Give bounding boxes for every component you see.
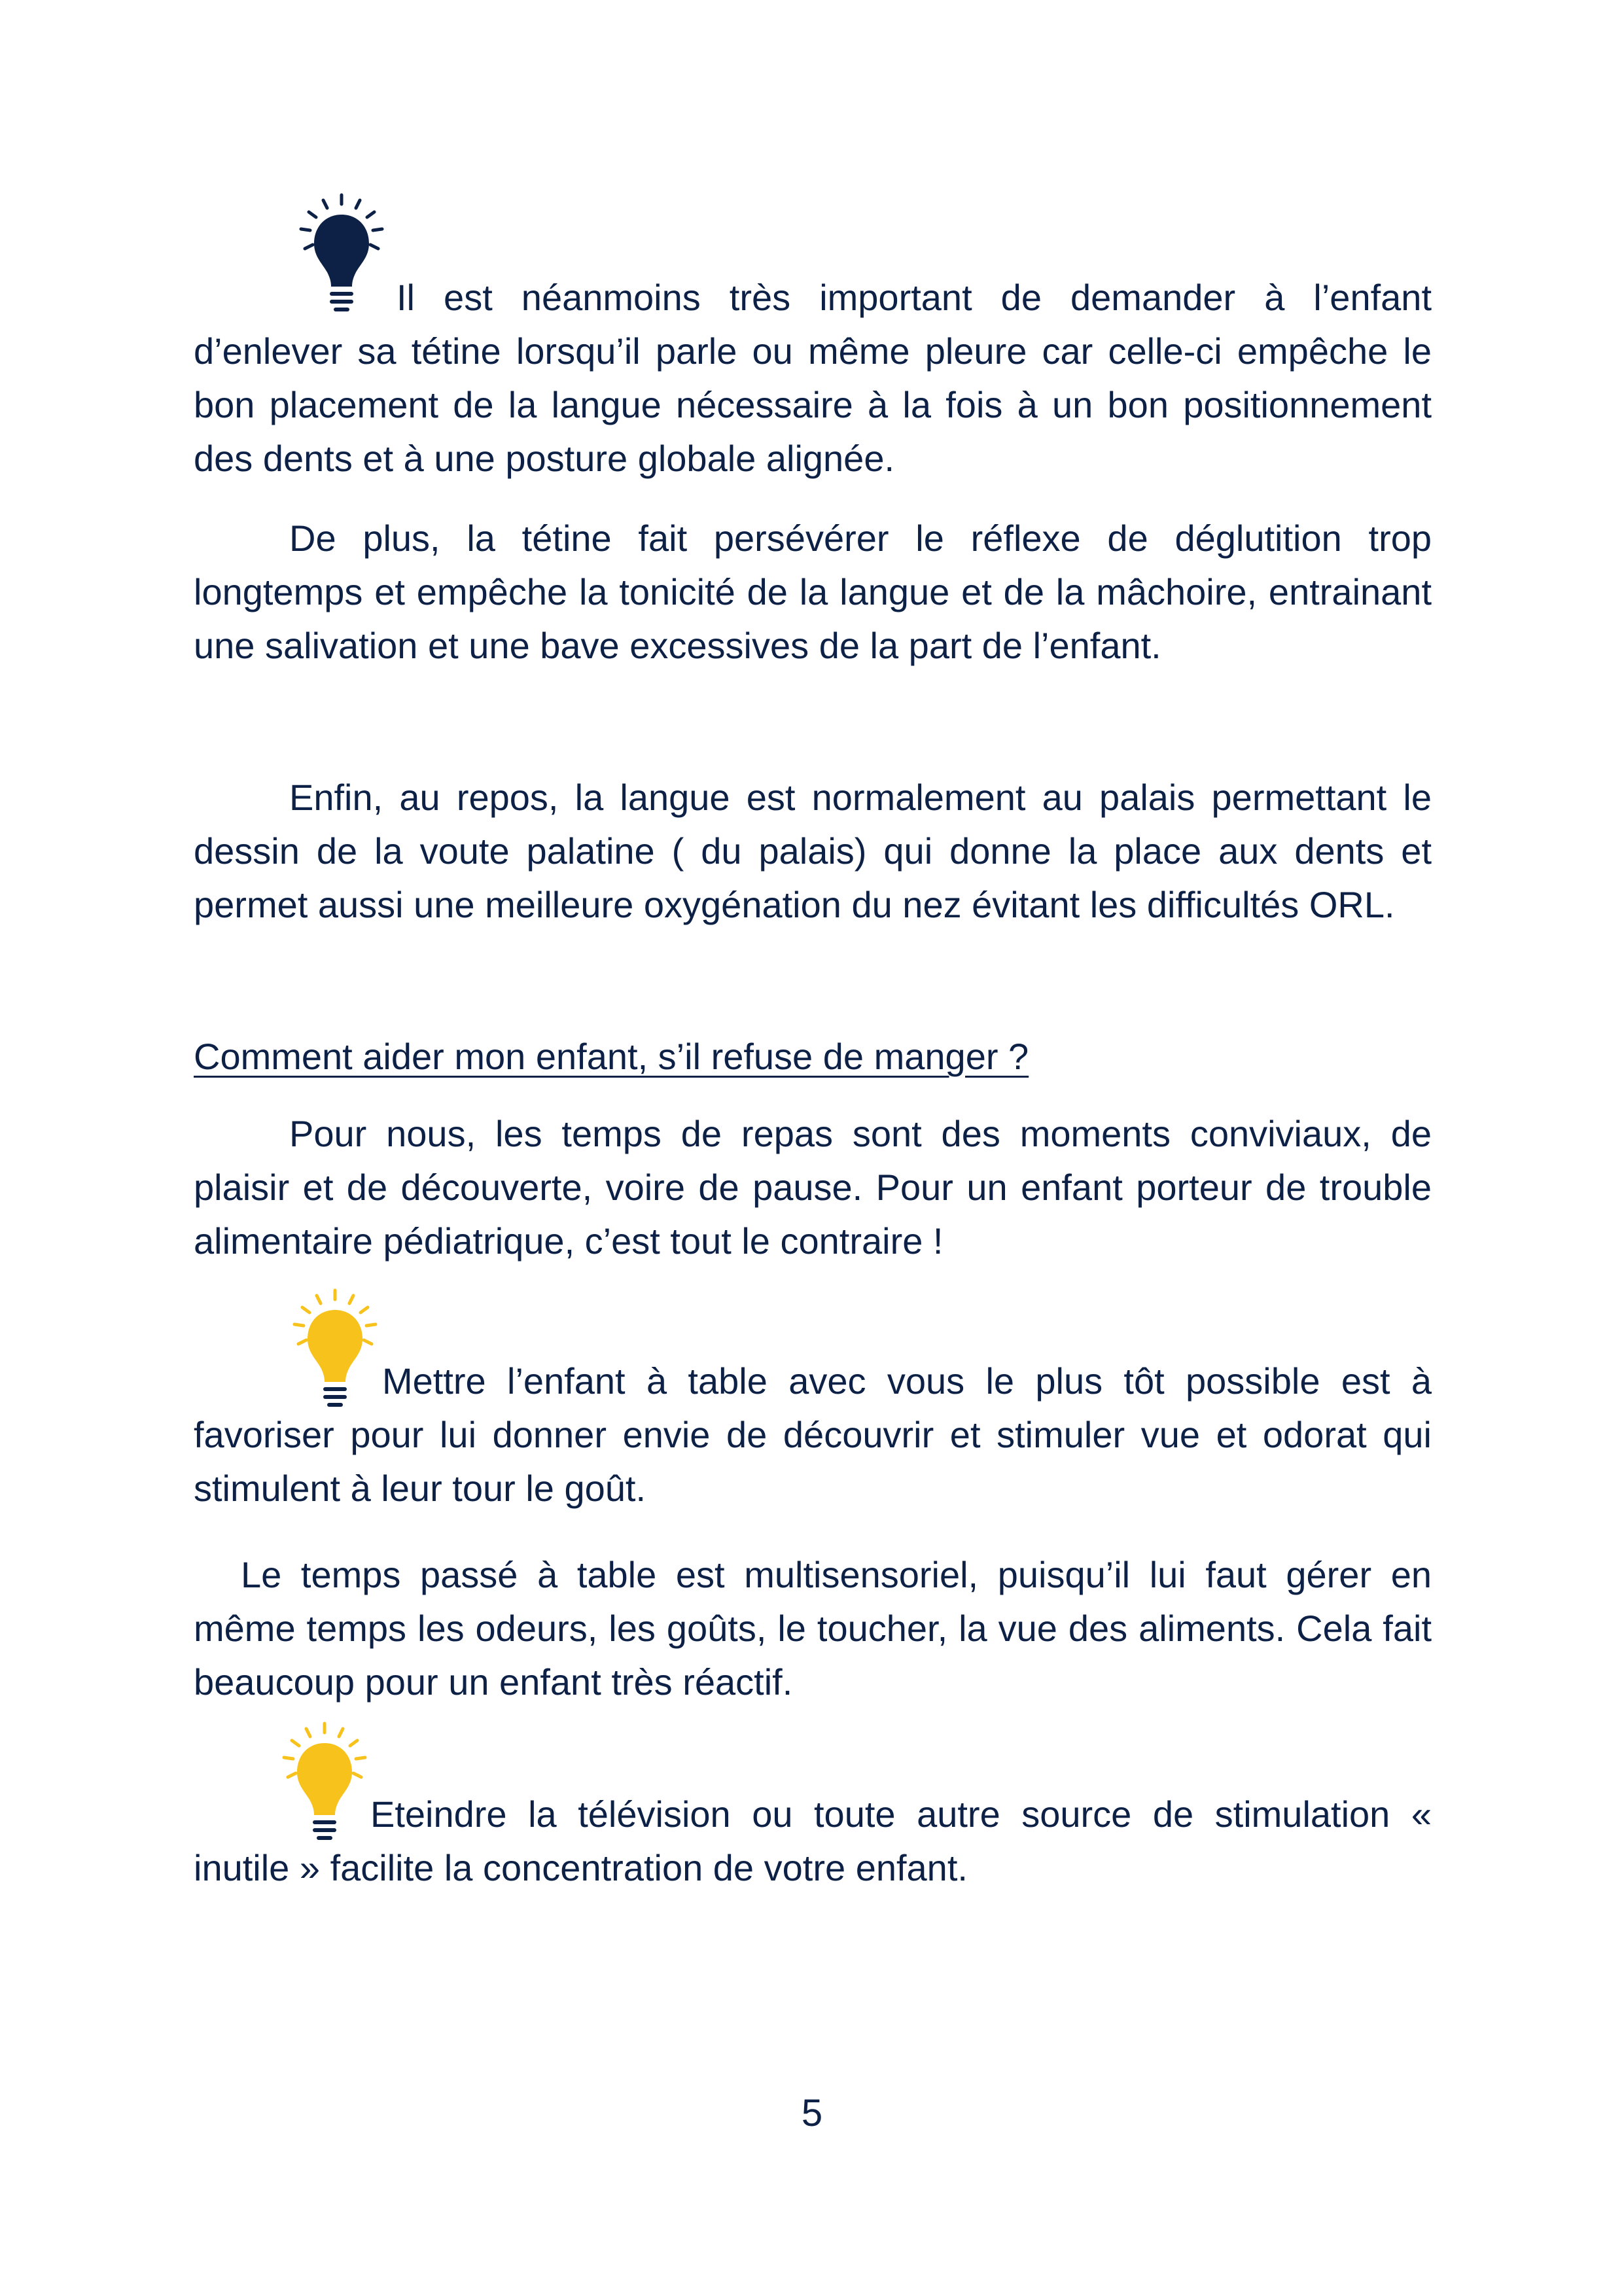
paragraph-multisensory: Le temps passé à table est multisensoriel, puisqu’il lui faut gérer en même temps les odeurs, les goûts, le toucher, la vue des aliments. Cela fait beaucoup pour un enfant très réactif. [194,1554,1432,1703]
paragraph-pacifier-reflex: De plus, la tétine fait persévérer le réflexe de déglutition trop longtemps et empêche la tonicité de la langue et de la mâchoire, entrainant une salivation et une bave excessives de la part de l’enfant. [194,518,1432,666]
page-number: 5 [801,2092,823,2134]
section-heading: Comment aider mon enfant, s’il refuse de manger ? [194,1036,1029,1077]
paragraph-turn-off-tv: Eteindre la télévision ou toute autre source de stimulation « inutile » facilite la concentration de votre enfant. [194,1793,1432,1888]
paragraph-table-early: Mettre l’enfant à table avec vous le plus tôt possible est à favoriser pour lui donner envie de découvrir et stimuler vue et odorat qui stimulent à leur tour le goût. [194,1360,1432,1509]
paragraph-pacifier-removal: Il est néanmoins très important de demander à l’enfant d’enlever sa tétine lorsqu’il parle ou même pleure car celle-ci empêche le bon placement de la langue nécessaire à la fois à un bon positionnement des dents et à une posture globale alignée. [194,277,1432,479]
paragraph-mealtimes: Pour nous, les temps de repas sont des moments conviviaux, de plaisir et de découverte, voire de pause. Pour un enfant porteur de trouble alimentaire pédiatrique, c’est tout le contraire ! [194,1113,1432,1262]
paragraph-tongue-rest: Enfin, au repos, la langue est normalement au palais permettant le dessin de la voute palatine ( du palais) qui donne la place aux dents et permet aussi une meilleure oxygénation du nez évitant les difficultés ORL. [194,777,1432,925]
